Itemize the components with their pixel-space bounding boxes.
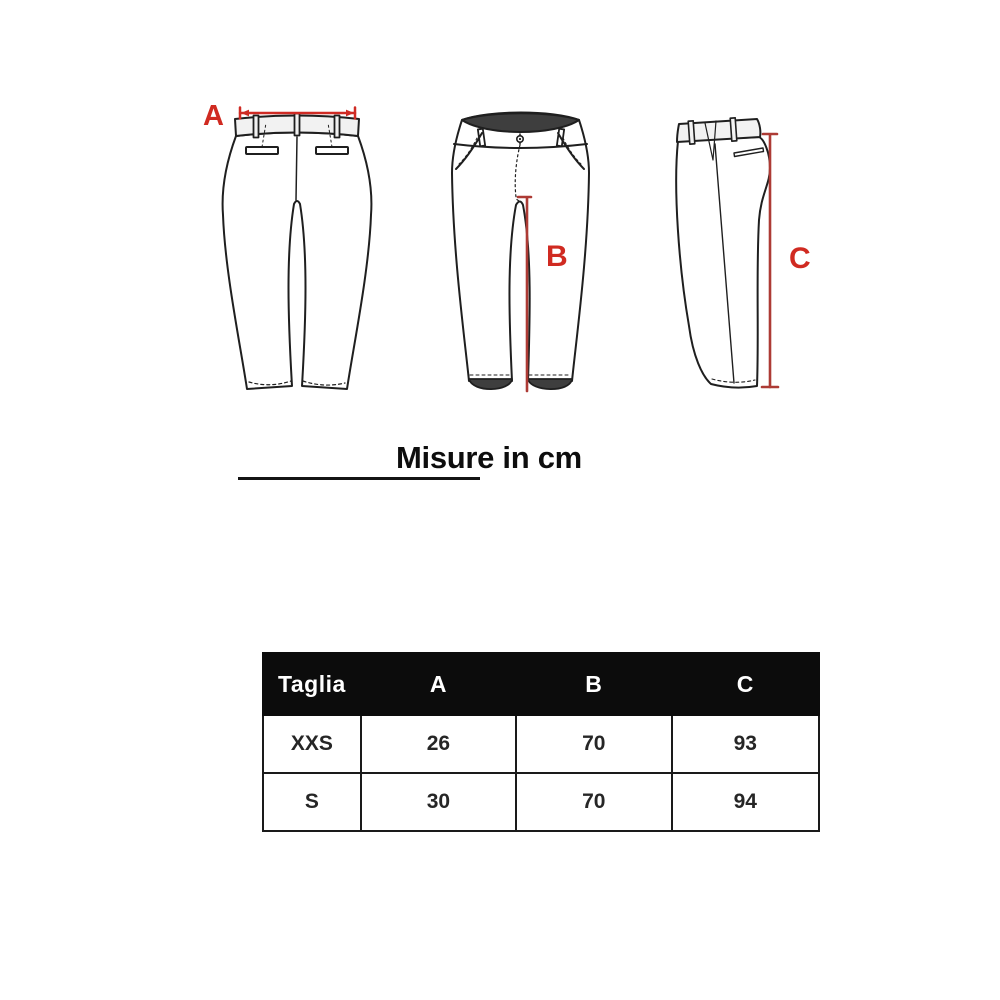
- belt-loop: [335, 116, 340, 138]
- measure-label-b: B: [546, 240, 568, 273]
- size-cell-taglia: S: [263, 773, 361, 831]
- size-table-header-taglia: Taglia: [263, 653, 361, 715]
- belt-loop: [254, 116, 259, 138]
- size-table-header-row: [263, 653, 819, 715]
- hem-opening: [469, 379, 512, 389]
- pants-side-view-illustration: [652, 108, 812, 398]
- page-title: Misure in cm: [396, 440, 582, 475]
- size-cell-taglia: XXS: [263, 715, 361, 773]
- size-table-header-a: A: [361, 653, 516, 715]
- size-cell-a: 30: [361, 773, 516, 831]
- size-cell-b: 70: [516, 715, 672, 773]
- size-cell-a: 26: [361, 715, 516, 773]
- button-center: [519, 138, 521, 140]
- pants-back-body: [223, 114, 372, 390]
- pants-side-body: [676, 118, 770, 388]
- size-cell-c: 93: [672, 715, 819, 773]
- hem-opening: [528, 379, 572, 389]
- size-table-row-s: [263, 773, 819, 831]
- pants-back-view-illustration: [212, 103, 382, 403]
- size-cell-b: 70: [516, 773, 672, 831]
- belt-loop: [295, 114, 300, 136]
- size-table: [262, 652, 820, 832]
- size-cell-c: 94: [672, 773, 819, 831]
- size-table-header-c: C: [672, 653, 819, 715]
- belt-loop: [730, 118, 737, 141]
- size-table-row-xxs: [263, 715, 819, 773]
- back-pocket: [246, 147, 278, 154]
- pants-front-body: [452, 113, 589, 390]
- pants-front-view-illustration: [428, 103, 618, 403]
- back-pocket: [316, 147, 348, 154]
- center-back-seam: [296, 137, 297, 200]
- measure-label-a: A: [203, 100, 224, 132]
- belt-loop: [688, 121, 695, 144]
- size-table-header-b: B: [516, 653, 672, 715]
- measure-label-c: C: [789, 242, 811, 275]
- title-underline: [238, 477, 480, 480]
